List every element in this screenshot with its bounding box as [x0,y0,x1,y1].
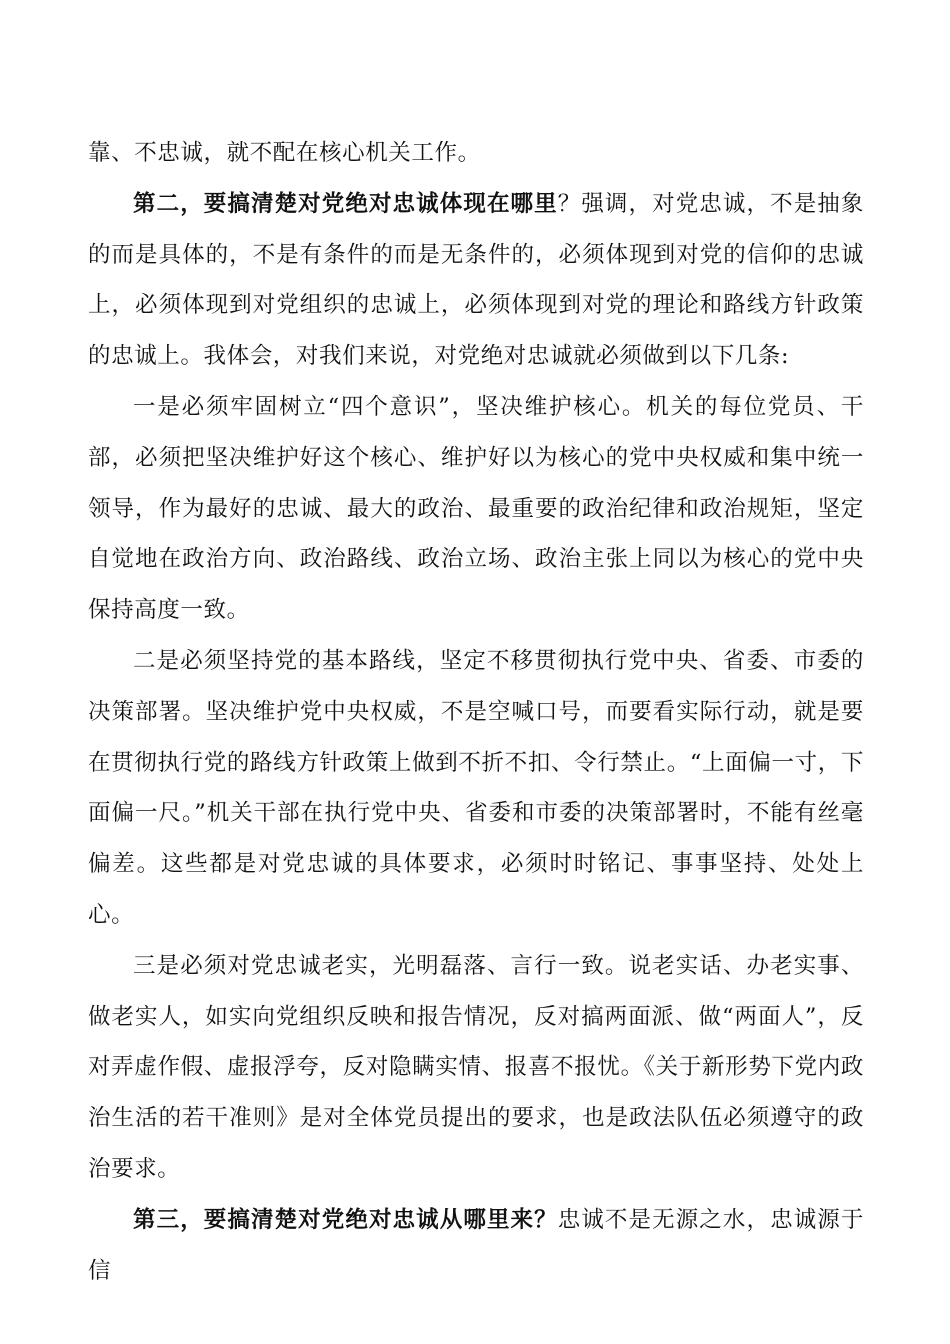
paragraph-point-one [88,382,864,636]
paragraph-point-three [88,941,864,1195]
paragraph-text: 三是必须对党忠诚老实，光明磊落、言行一致。说老实话、办老实事、做老实人，如实向党组织反映和报告情况，反对搞两面派、做“两面人”，反对弄虚作假、虚报浮夸，反对隐瞒实情、报喜不报忧。《关于新形势下党内政治生活的若干准则》是对全体党员提出的要求，也是政法队伍必须遵守的政治要求。 [88,952,864,1182]
section-heading: 第三，要搞清楚对党绝对忠诚从哪里来？ [133,1206,558,1233]
section-heading: 第二，要搞清楚对党绝对忠诚体现在哪里 [133,190,558,217]
paragraph-text: 靠、不忠诚，就不配在核心机关工作。 [88,140,481,166]
paragraph-point-two [88,636,864,941]
paragraph-text: 忠诚不是无源之水，忠诚源于信 [88,1206,864,1284]
paragraph-section-two [88,179,864,382]
paragraph-text: 一是必须牢固树立“四个意识”，坚决维护核心。机关的每位党员、干部，必须把坚决维护好这个核心、维护好以为核心的党中央权威和集中统一领导，作为最好的忠诚、最大的政治、最重要的政治纪律和政治规矩，坚定自觉地在政治方向、政治路线、政治立场、政治主张上同以为核心的党中央保持高度一致。 [88,393,864,624]
paragraph-text: ？强调，对党忠诚，不是抽象的而是具体的，不是有条件的而是无条件的，必须体现到对党的信仰的忠诚上，必须体现到对党组织的忠诚上，必须体现到对党的理论和路线方针政策的忠诚上。我体会，对我们来说，对党绝对忠诚就必须做到以下几条: [88,190,864,370]
paragraph-text: 二是必须坚持党的基本路线，坚定不移贯彻执行党中央、省委、市委的决策部署。坚决维护党中央权威，不是空喊口号，而要看实际行动，就是要在贯彻执行党的路线方针政策上做到不折不扣、令行禁止。“上面偏一寸，下面偏一尺。”机关干部在执行党中央、省委和市委的决策部署时，不能有丝毫偏差。这些都是对党忠诚的具体要求，必须时时铭记、事事坚持、处处上心。 [88,647,864,928]
document-body [88,128,864,1296]
paragraph-continuation [88,128,864,179]
paragraph-section-three [88,1195,864,1297]
